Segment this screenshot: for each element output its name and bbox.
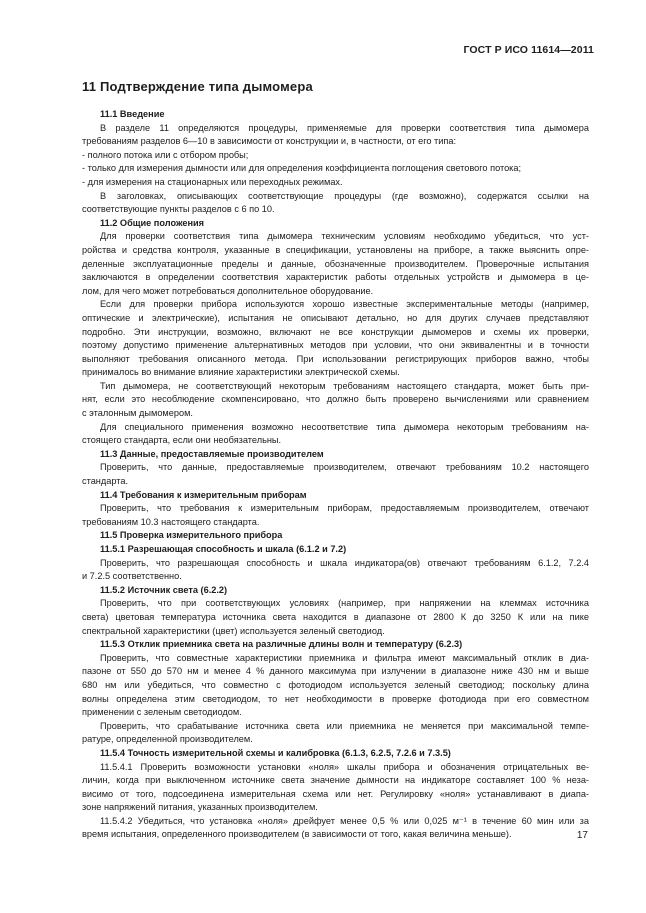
text-line: стоящего стандарта, если они необязательны. xyxy=(82,435,282,446)
standard-header: ГОСТ Р ИСО 11614—2011 xyxy=(463,44,594,56)
section-heading: 11.1 Введение xyxy=(100,109,165,119)
section-title: 11 Подтверждение типа дымомера xyxy=(82,79,313,94)
document-body xyxy=(82,108,589,842)
text-line: деленные эксплуатационные пределы и данные, обозначенные производителем. Проверочные испытания xyxy=(82,258,589,269)
section-heading: 11.5.2 Источник света (6.2.2) xyxy=(100,584,228,595)
text-line: Проверить, что требования к измерительным приборам, предоставляемым производителем, отвечают xyxy=(100,503,589,514)
text-line: подробно. Эти инструкции, возможно, включают не все конструкции дымомеров и схемы их проверки, xyxy=(82,326,589,337)
text-line: ратуре, определенной производителем. xyxy=(82,734,253,745)
text-line: зоне напряжений питания, указанных производителем. xyxy=(82,802,318,813)
text-line: Для проверки соответствия типа дымомера техническим условиям необходимо убедиться, что уст- xyxy=(100,231,589,242)
text-line: Тип дымомера, не соответствующий некоторым требованиям настоящего стандарта, может быть при- xyxy=(100,380,589,391)
text-line: 11.5.4.2 Убедиться, что установка «ноля» дрейфует менее 0,5 % или 0,025 м⁻¹ в течение 60 мин или за xyxy=(100,815,589,826)
text-line: - полного потока или с отбором пробы; xyxy=(82,149,249,160)
text-line: с эталонным дымомером. xyxy=(82,408,193,419)
text-line: света) цветовая температура источника света находится в диапазоне от 2800 К до 3250 К или на пике xyxy=(82,611,589,622)
section-heading: 11.4 Требования к измерительным приборам xyxy=(100,489,307,500)
text-line: требованиям разделов 6—10 в зависимости от конструкции и, в частности, от его типа: xyxy=(82,136,457,147)
text-line: Проверить, что разрешающая способность и шкала индикатора(ов) отвечают требованиям 6.1.2, 7.2.4 xyxy=(100,557,589,568)
text-line: выполняют требования описанного метода. При использовании регистрирующих приборов важно, чтобы xyxy=(82,353,589,364)
section-heading: 11.3 Данные, предоставляемые производителем xyxy=(100,448,324,459)
text-line: 11.5.4.1 Проверить возможности установки «ноля» шкалы прибора и обозначения отрицательных ве- xyxy=(100,761,589,772)
text-line: время испытания, определенного производителем (в зависимости от того, какая величина меньше). xyxy=(82,829,512,840)
text-line: требованиям 10.3 настоящего стандарта. xyxy=(82,516,260,527)
text-line: 680 нм или убедиться, что совместно с фотодиодом используется зеленый светодиод; поскольку длина xyxy=(82,679,589,690)
text-line: спектральной характеристики (цвет) используется зеленый светодиод. xyxy=(82,625,385,636)
text-line: В разделе 11 определяются процедуры, применяемые для проверки соответствия типа дымомера xyxy=(100,122,589,133)
text-line: оптические и электрические), испытания не описывают детально, но для других случаев представляют xyxy=(82,312,589,323)
text-line: принималось во внимание влияние характеристики электрической схемы. xyxy=(82,367,400,378)
text-line: Проверить, что совместные характеристики приемника и фильтра имеют максимальный отклик в диа- xyxy=(100,652,589,663)
text-line: пазоне от 550 до 570 нм и менее 4 % данного максимума при излучении в диапазоне ниже 430 нм и выше xyxy=(82,666,589,677)
text-line: применении с зеленым светодиодом. xyxy=(82,707,242,718)
text-line: личин, когда при выключенном источнике света значение дымности на индикаторе составляет 100 % неза- xyxy=(82,775,589,786)
text-line: В заголовках, описывающих соответствующие процедуры (где возможно), содержатся ссылки на xyxy=(100,190,589,201)
text-line: соответствующие пункты разделов с 6 по 10. xyxy=(82,204,275,215)
page-number: 17 xyxy=(576,830,588,841)
text-line: стандарта. xyxy=(82,476,129,487)
text-line: Проверить, что данные, предоставляемые производителем, отвечают требованиям 10.2 настоящего xyxy=(100,462,589,473)
text-line: Для специального применения возможно несоответствие типа дымомера некоторым требованиям на- xyxy=(100,421,589,432)
text-line: заключаются в определении соответствия характеристик работы отдельных устройств и дымомера в це- xyxy=(82,272,589,283)
text-line: поэтому допустимо применение альтернативных методов при условии, что они эквивалентны и в точности xyxy=(82,340,589,351)
text-line: ройства и средства контроля, указанные в спецификации, установлены на приборе, а также выяснить опре- xyxy=(82,244,589,255)
text-line: и 7.2.5 соответственно. xyxy=(82,571,182,582)
section-heading: 11.5.3 Отклик приемника света на различные длины волн и температуру (6.2.3) xyxy=(100,639,463,650)
section-heading: 11.2 Общие положения xyxy=(100,217,205,228)
text-line: - только для измерения дымности или для определения коэффициента поглощения светового потока; xyxy=(82,163,522,174)
text-line: - для измерения на стационарных или переходных режимах. xyxy=(82,176,343,187)
section-heading: 11.5.1 Разрешающая способность и шкала (6.1.2 и 7.2) xyxy=(100,544,347,554)
text-line: лом, для чего может потребоваться дополнительное оборудование. xyxy=(82,285,374,296)
text-line: Проверить, что срабатывание источника света или приемника не меняется при максимальной темпе- xyxy=(100,720,589,731)
text-line: Проверить, что при соответствующих условиях (например, при напряжении на клеммах источника xyxy=(100,598,589,609)
section-heading: 11.5.4 Точность измерительной схемы и калибровка (6.1.3, 6.2.5, 7.2.6 и 7.3.5) xyxy=(100,747,451,758)
section-heading: 11.5 Проверка измерительного прибора xyxy=(100,530,283,541)
text-line: волны определена этим светодиодом, то нет необходимости в проверке фотодиода при его совместном xyxy=(82,693,589,704)
text-line: Если для проверки прибора используются хорошо известные экспериментальные методы (например, xyxy=(100,299,589,310)
text-line: висимо от того, подсоединена измерительная схема или нет. Регулировку «ноля» устанавливают в диапа- xyxy=(82,788,589,799)
text-line: нят, если это несоблюдение скомпенсировано, что должно быть проверено вычислениями или сравнением xyxy=(82,394,589,405)
